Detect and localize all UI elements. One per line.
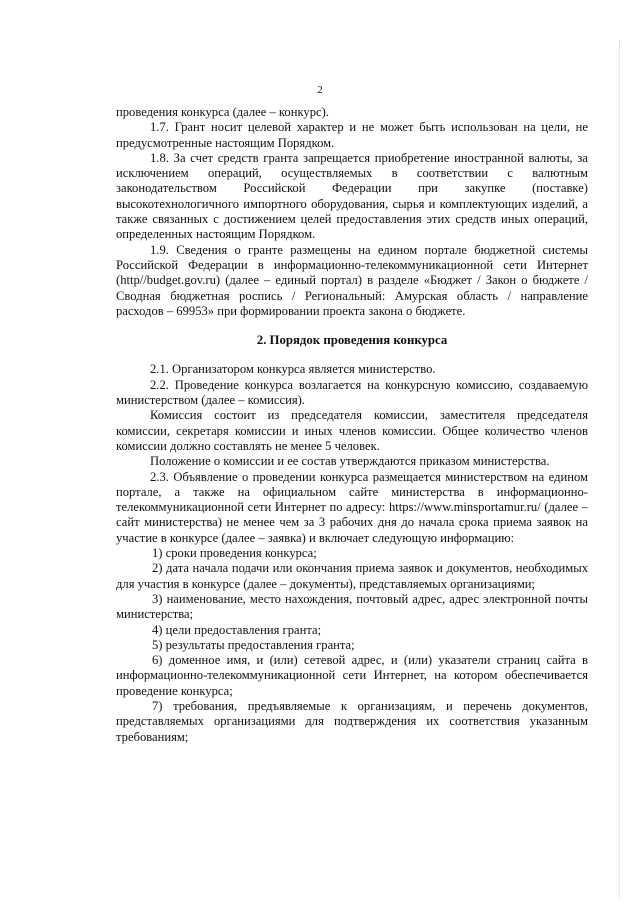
- section-2-paragraph: 2.2. Проведение конкурса возлагается на конкурсную комиссию, создаваемую министерством (далее – комиссия).: [116, 377, 588, 408]
- document-body: [116, 105, 588, 745]
- section-1-paragraph: проведения конкурса (далее – конкурс).: [116, 105, 329, 119]
- section-2-paragraph: Положение о комиссии и ее состав утверждаются приказом министерства.: [150, 454, 550, 469]
- section-2-body: [116, 362, 588, 744]
- section-1-paragraph: 1.9. Сведения о гранте размещены на едином портале бюджетной системы Российской Федерации в информационно-телекоммуникационной сети Интернет (http//budget.gov.ru) (далее – единый портал) в разделе «Бюджет / Закон о бюджете / Сводная бюджетная роспись / Региональный: Амурская область / направление расходов – 69953» при формировании проекта закона о бюджете.: [116, 242, 588, 318]
- section-2-paragraph: 3) наименование, место нахождения, почтовый адрес, адрес электронной почты министерства;: [116, 591, 588, 622]
- section-2-paragraph: 5) результаты предоставления гранта;: [152, 637, 355, 652]
- section-2-paragraph: Комиссия состоит из председателя комиссии, заместителя председателя комиссии, секретаря комиссии и иных членов комиссии. Общее количество членов комиссии должно составлять не менее 5 человек.: [116, 408, 588, 453]
- scan-edge-marks: [607, 40, 620, 900]
- section-2-paragraph: 1) сроки проведения конкурса;: [152, 546, 317, 561]
- section-1-paragraph: 1.8. За счет средств гранта запрещается приобретение иностранной валюты, за исключением операций, осуществляемых в соответствии с валютным законодательством Российской Федерации при закупке (поставке) высокотехнологичного импортного оборудования, сырья и комплектующих изделий, а также связанных с достижением целей предоставления этих средств иных операций, определенных настоящим Порядком.: [116, 150, 588, 242]
- page-number: 2: [317, 84, 323, 96]
- section-2-paragraph: 4) цели предоставления гранта;: [152, 622, 322, 637]
- section-2-paragraph: 2) дата начала подачи или окончания приема заявок и документов, необходимых для участия в конкурсе (далее – документы), представляемых организациями;: [116, 561, 588, 591]
- section-2-paragraph: 2.3. Объявление о проведении конкурса размещается министерством на едином портале, а также на официальном сайте министерства в информационно-телекоммуникационной сети Интернет по адресу: https://www.minsportamur.ru/ (далее – сайт министерства) не менее чем за 3 рабочих дня до начала срока приема заявок на участие в конкурсе (далее – заявка) и включает следующую информацию:: [116, 469, 588, 545]
- section-2-paragraph: 2.1. Организатором конкурса является министерство.: [150, 362, 436, 377]
- section-2-paragraph: 6) доменное имя, и (или) сетевой адрес, и (или) указатели страниц сайта в информационно-телекоммуникационной сети Интернет, на котором обеспечивается проведение конкурса;: [116, 653, 588, 698]
- section-2-paragraph: 7) требования, предъявляемые к организациям, и перечень документов, представляемых организациями для подтверждения их соответствия указанным требованиям;: [116, 698, 588, 744]
- section-1-paragraph: 1.7. Грант носит целевой характер и не может быть использован на цели, не предусмотренные настоящим Порядком.: [116, 120, 588, 150]
- section-title: 2. Порядок проведения конкурса: [256, 333, 448, 348]
- section-1-continuation: [116, 105, 588, 319]
